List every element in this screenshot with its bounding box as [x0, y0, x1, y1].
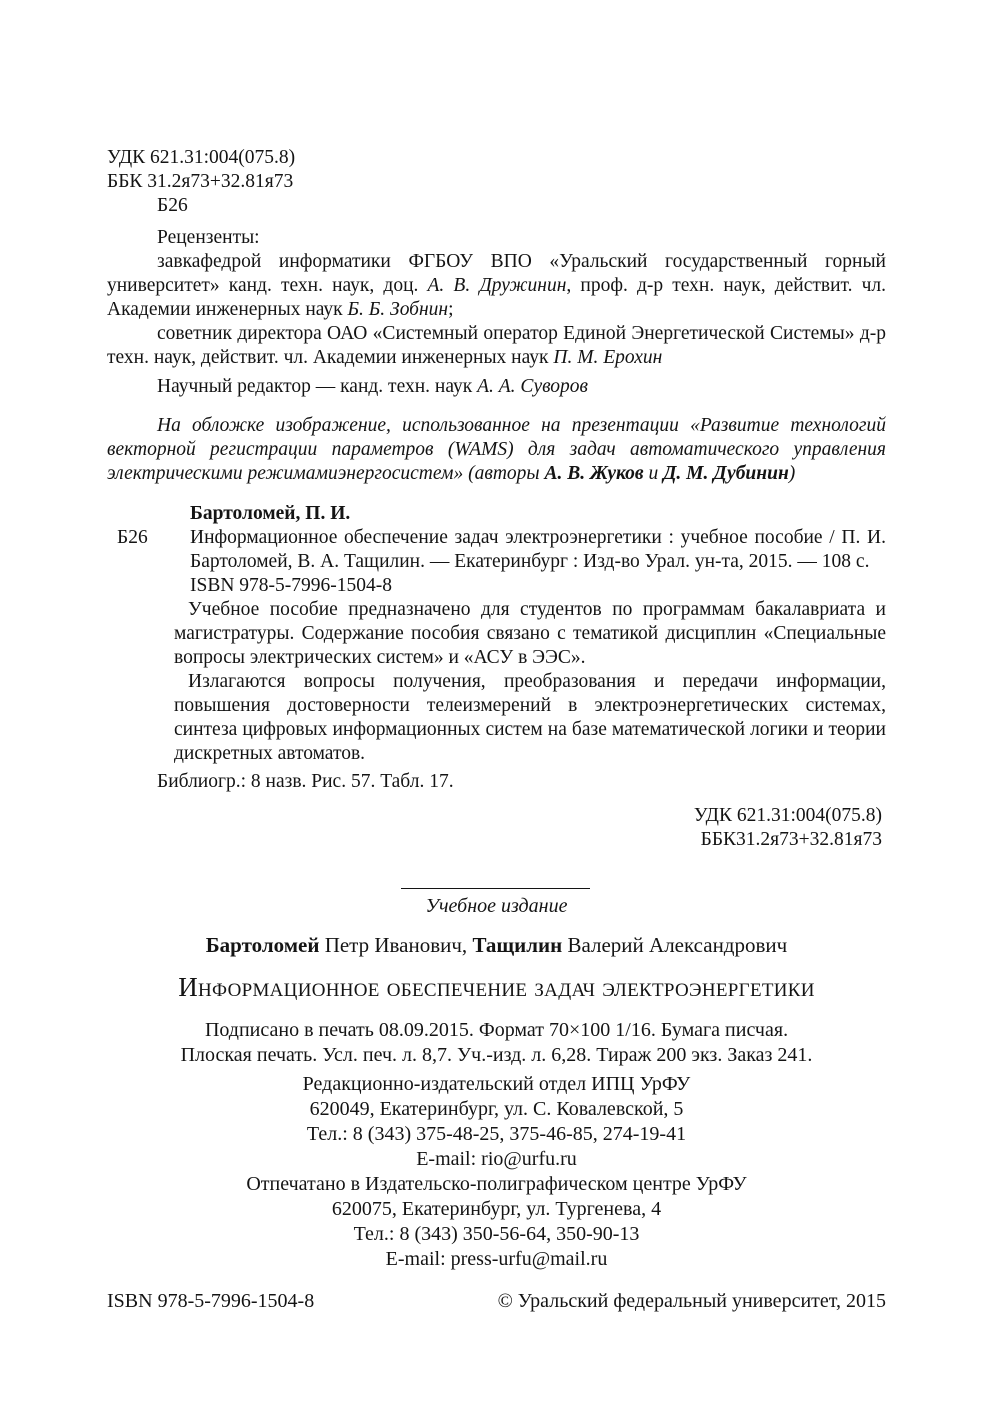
reviewer-2: [107, 322, 886, 370]
top-section: [107, 146, 886, 486]
scientific-editor-name: А. А. Суворов: [477, 376, 589, 397]
printer-name: Отпечатано в Издательско-полиграфическом центре УрФУ: [246, 1173, 747, 1195]
cover-author-1: А. В. Жуков: [544, 463, 644, 484]
printer-phone: Тел.: 8 (343) 350-56-64, 350-90-13: [353, 1223, 640, 1245]
card-isbn: ISBN 978-5-7996-1504-8: [190, 575, 393, 596]
cover-note-text: [107, 414, 886, 486]
reviewer-2-text: советник директора ОАО «Системный оператор Единой Энергетической Системы» д-р техн. наук, действит. чл. Академии инженерных наук: [107, 323, 886, 368]
cover-author-2: Д. М. Дубинин: [663, 463, 789, 484]
cover-note: [107, 414, 886, 486]
card-udk: УДК 621.31:004(075.8): [693, 805, 882, 826]
card-author-mark: Б26: [117, 527, 148, 548]
author-2-given: Валерий Александрович: [562, 933, 788, 957]
edition-type: Учебное издание: [425, 895, 568, 917]
printer-address: 620075, Екатеринбург, ул. Тургенева, 4: [331, 1198, 662, 1220]
card-annotation-1: Учебное пособие предназначено для студентов по программам бакалавриата и магистратуры. Содержание пособия связано с тематикой дисциплин «Специальные вопросы электрических систем» и «АСУ в ЭЭС».: [174, 599, 886, 668]
reviewers-title: Рецензенты:: [157, 227, 260, 248]
publisher-name: Редакционно-издательский отдел ИПЦ УрФУ: [302, 1073, 691, 1095]
card-biblio: Библиогр.: 8 назв. Рис. 57. Табл. 17.: [157, 771, 454, 792]
author-mark: Б26: [157, 195, 188, 216]
reviewer-1-text-a: завкафедрой информатики ФГБОУ ВПО «Уральский государственный горный университет» канд. техн. наук, доц.: [107, 251, 886, 296]
publisher-phone: Тел.: 8 (343) 375-48-25, 375-46-85, 274-19-41: [306, 1123, 687, 1145]
footer-isbn: ISBN 978-5-7996-1504-8: [107, 1290, 315, 1312]
bbk-code: ББК 31.2я73+32.81я73: [107, 171, 294, 192]
authors-line: [107, 932, 886, 958]
book-title: Информационное обеспечение задач электроэнергетики: [178, 972, 815, 1002]
print-info: [107, 1018, 886, 1068]
publisher-address: 620049, Екатеринбург, ул. С. Ковалевской, 5: [309, 1098, 684, 1120]
reviewer-2-name: П. М. Ерохин: [553, 347, 663, 368]
reviewer-1-text-c: ;: [448, 299, 454, 320]
reviewer-1-text-b: , проф. д-р техн. наук, действит. чл. Академии инженерных наук: [107, 275, 886, 320]
catalog-card: [107, 502, 886, 852]
reviewer-1-name-b: Б. Б. Зобнин: [347, 299, 449, 320]
printer-email: E-mail: press-urfu@mail.ru: [385, 1248, 608, 1270]
author-1-surname: Бартоломей: [205, 933, 320, 957]
divider-rule: [401, 888, 590, 889]
print-info-line-1: Подписано в печать 08.09.2015. Формат 70×100 1/16. Бумага писчая.: [204, 1019, 789, 1041]
scientific-editor-text: Научный редактор — канд. техн. наук: [157, 376, 478, 397]
cover-close: ): [788, 463, 796, 484]
publisher-block: [107, 1072, 886, 1272]
card-bbk: ББК31.2я73+32.81я73: [700, 829, 882, 850]
card-annotation-2: Излагаются вопросы получения, преобразования и передачи информации, повышения достоверности телеизмерений в электроэнергетических системах, синтеза цифровых информационных систем на базе математической логики и теории дискретных автоматов.: [174, 671, 886, 764]
udk-code: УДК 621.31:004(075.8): [107, 147, 296, 168]
card-bib-description: Информационное обеспечение задач электроэнергетики : учебное пособие / П. И. Бартоломей, В. А. Тащилин. — Екатеринбург : Изд-во Урал. ун-та, 2015. — 108 с.: [190, 527, 886, 572]
print-info-line-2: Плоская печать. Усл. печ. л. 8,7. Уч.-изд. л. 6,28. Тираж 200 экз. Заказ 241.: [180, 1044, 813, 1066]
card-author: Бартоломей, П. И.: [190, 503, 351, 524]
footer-copyright: © Уральский федеральный университет, 2015: [497, 1290, 886, 1312]
author-1-given: Петр Иванович,: [319, 933, 473, 957]
reviewer-1-name-a: А. В. Дружинин: [427, 275, 567, 296]
card-entry: [107, 526, 886, 574]
author-2-surname: Тащилин: [472, 933, 563, 957]
cover-note-body: На обложке изображение, использованное на презентации «Развитие технологий векторной регистрации параметров (WAMS) для задач автоматического управления электрическими режимамиэнергосистем» (авторы: [107, 415, 886, 484]
scientific-editor: [107, 375, 886, 399]
cover-and: и: [643, 463, 664, 484]
reviewer-1: [107, 250, 886, 322]
publisher-email: E-mail: rio@urfu.ru: [416, 1148, 577, 1170]
